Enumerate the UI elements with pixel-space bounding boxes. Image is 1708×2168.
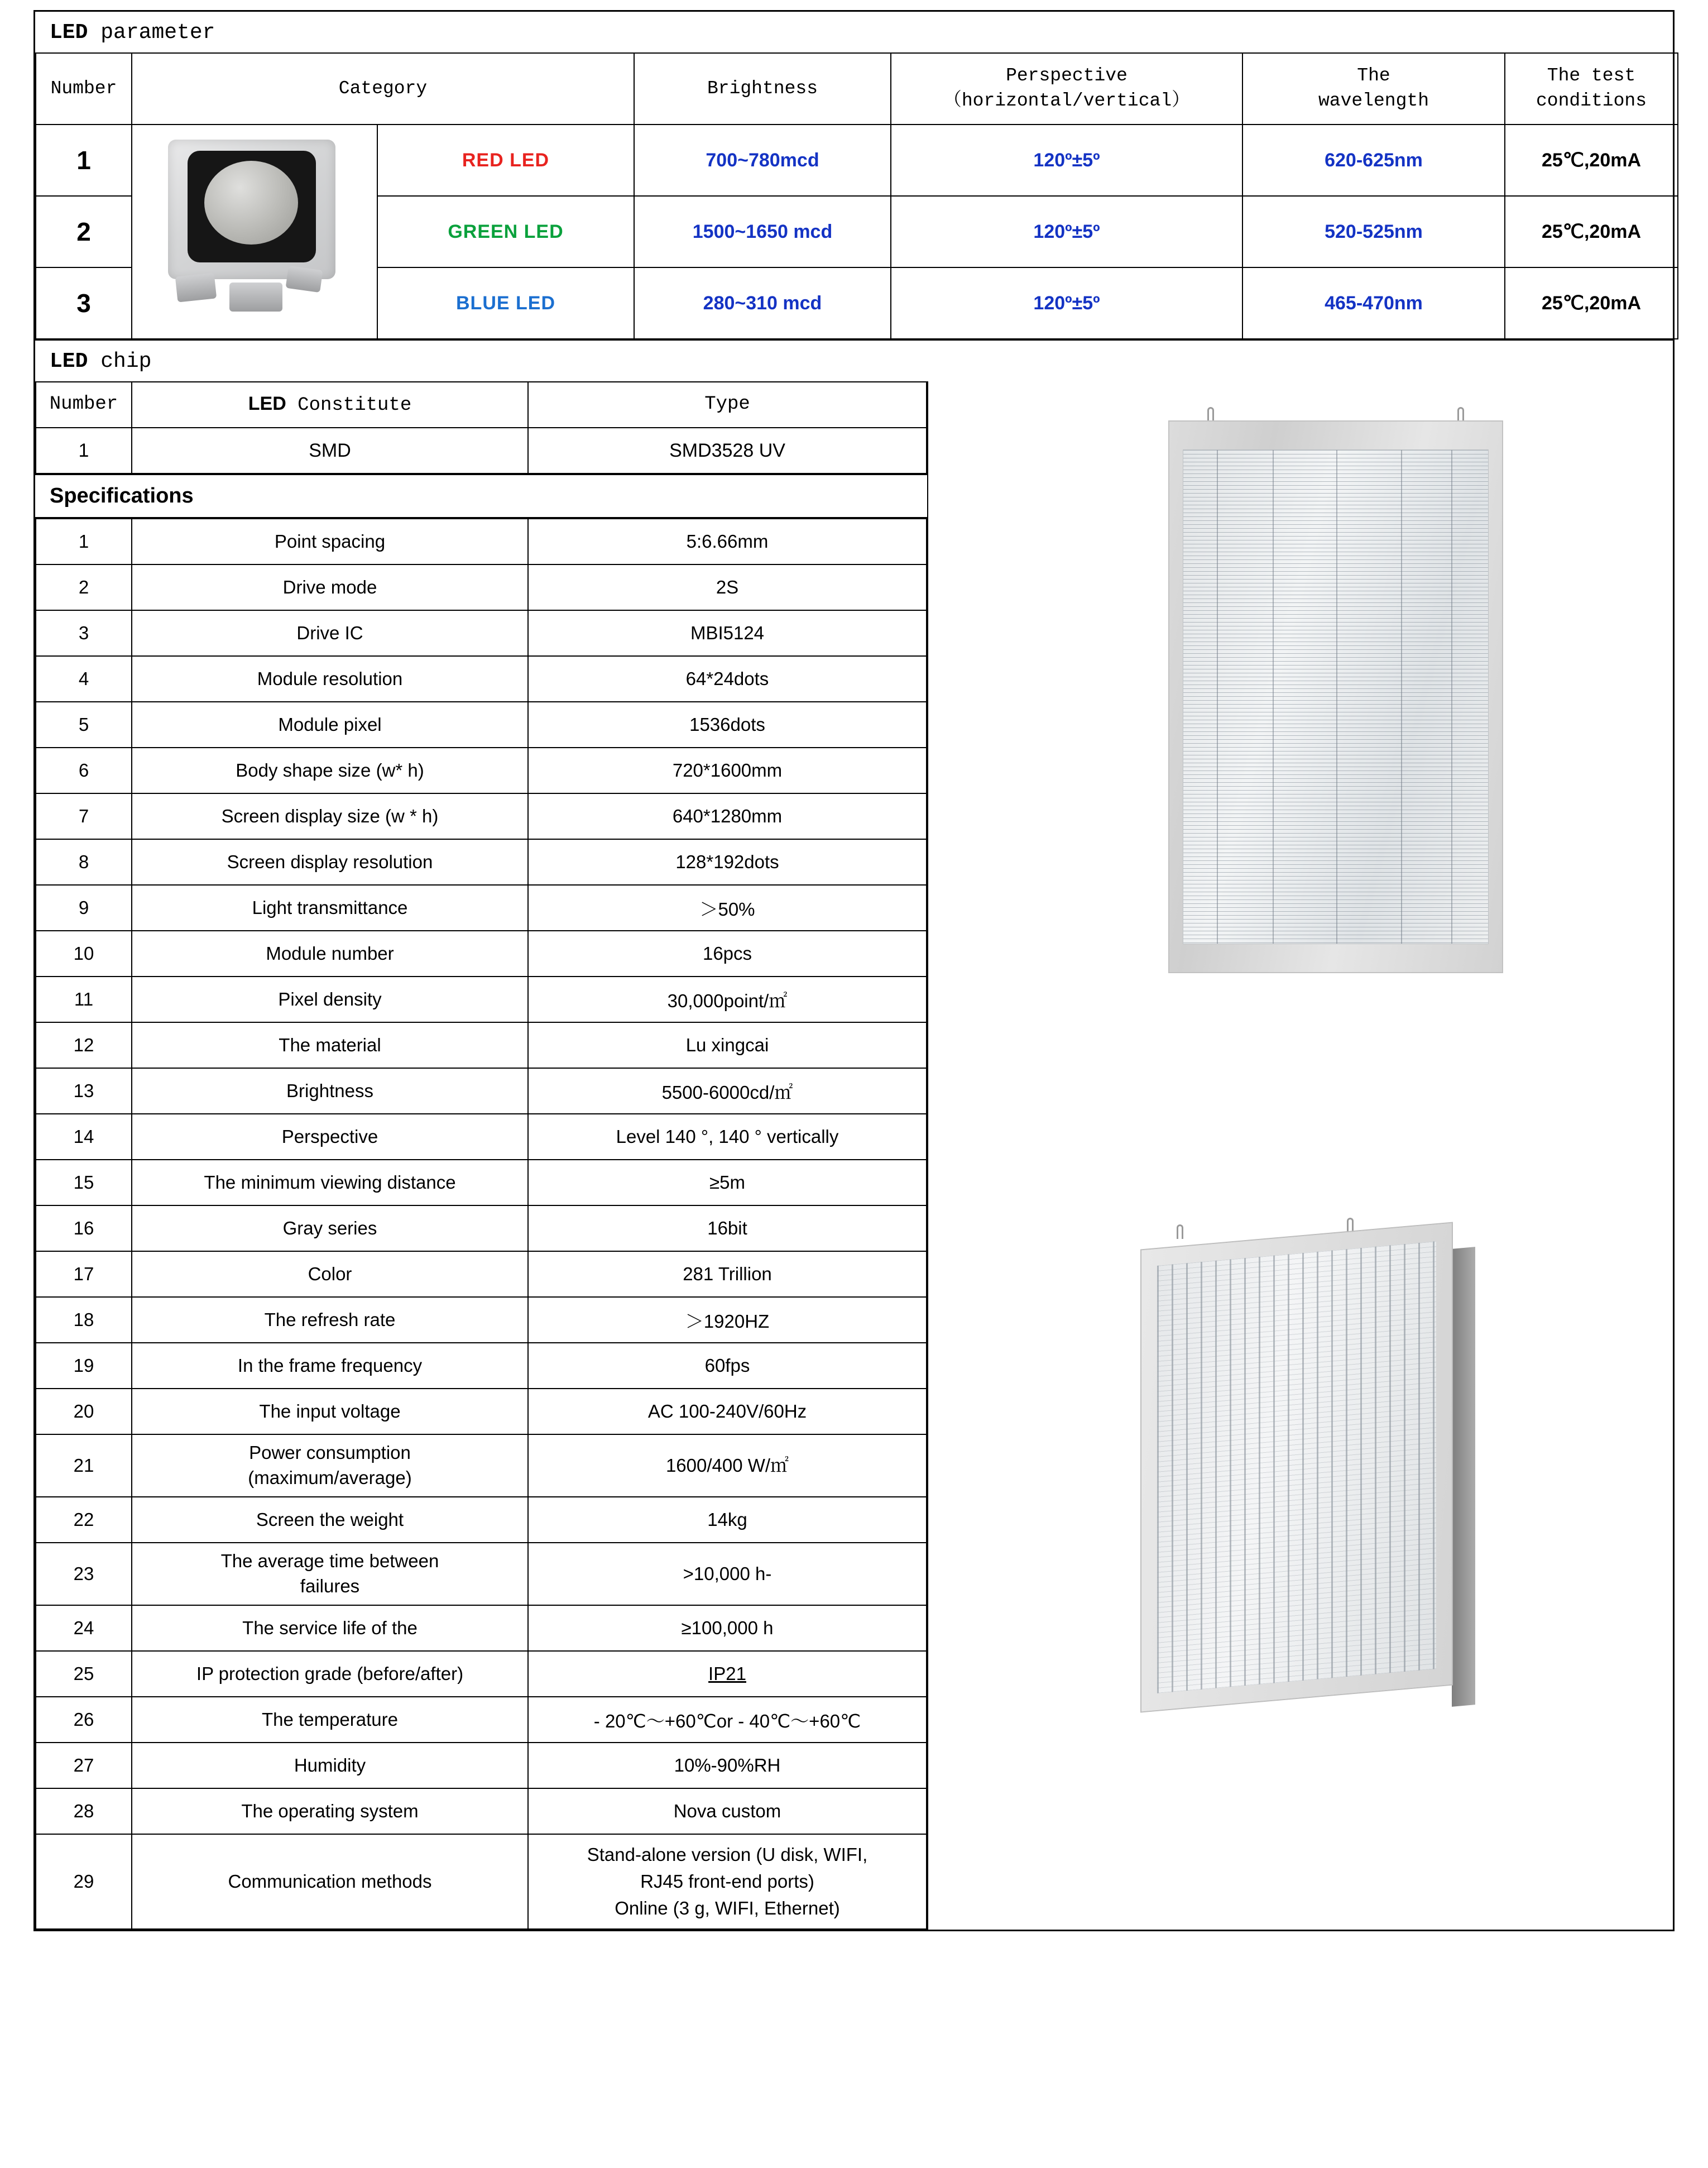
specifications-title-table bbox=[35, 474, 927, 518]
spec-row-item: Screen display size (w * h) bbox=[132, 793, 528, 839]
spec-row-item: IP protection grade (before/after) bbox=[132, 1651, 528, 1697]
spec-row-item: Brightness bbox=[132, 1068, 528, 1114]
chip-header-constitute bbox=[132, 382, 528, 428]
chip-row-type: SMD3528 UV bbox=[528, 428, 927, 473]
spec-row-value: 16bit bbox=[528, 1205, 927, 1251]
spec-row-item: Drive IC bbox=[132, 610, 528, 656]
spec-row-number: 11 bbox=[36, 977, 132, 1022]
spec-row-item: Power consumption (maximum/average) bbox=[132, 1434, 528, 1497]
spec-row-value: Level 140 °, 140 ° vertically bbox=[528, 1114, 927, 1160]
table-row bbox=[36, 519, 927, 564]
spec-row-value: ≥100,000 h bbox=[528, 1605, 927, 1651]
spec-row-value: 640*1280mm bbox=[528, 793, 927, 839]
table-row bbox=[36, 610, 927, 656]
spec-row-item: The refresh rate bbox=[132, 1297, 528, 1343]
spec-row-item: The average time between failures bbox=[132, 1543, 528, 1605]
header-perspective-line2: （horizontal/vertical） bbox=[943, 90, 1191, 111]
chip-header-constitute-rest: Constitute bbox=[286, 394, 412, 416]
spec-row-number: 18 bbox=[36, 1297, 132, 1343]
spec-row-number: 22 bbox=[36, 1497, 132, 1543]
spec-row-number: 12 bbox=[36, 1022, 132, 1068]
table-row bbox=[36, 1251, 927, 1297]
led-category-blue: BLUE LED bbox=[377, 267, 634, 339]
spec-row-number: 9 bbox=[36, 885, 132, 931]
led-chip-section-title bbox=[35, 339, 1673, 381]
led-parameter-table bbox=[35, 52, 1678, 339]
header-wavelength-line1: The bbox=[1357, 65, 1390, 87]
spec-row-item: The temperature bbox=[132, 1697, 528, 1743]
led-conditions-blue: 25℃,20mA bbox=[1505, 267, 1678, 339]
table-row bbox=[36, 564, 927, 610]
specifications-table bbox=[35, 518, 927, 1930]
table-row bbox=[36, 1497, 927, 1543]
spec-row-number: 13 bbox=[36, 1068, 132, 1114]
table-header-row bbox=[36, 53, 1678, 125]
spec-row-number: 6 bbox=[36, 748, 132, 793]
spec-row-number: 3 bbox=[36, 610, 132, 656]
chip-row-constitute: SMD bbox=[132, 428, 528, 473]
header-number: Number bbox=[36, 53, 132, 125]
led-chip-title-rest: chip bbox=[88, 350, 152, 374]
led-photo-cell bbox=[132, 125, 377, 339]
table-row bbox=[36, 1389, 927, 1434]
spec-row-item: Pixel density bbox=[132, 977, 528, 1022]
spec-row-value: 60fps bbox=[528, 1343, 927, 1389]
led-screen-angled-photo bbox=[1124, 1213, 1514, 1721]
table-row bbox=[36, 1434, 927, 1497]
spec-row-number: 20 bbox=[36, 1389, 132, 1434]
led-brightness-blue: 280~310 mcd bbox=[634, 267, 891, 339]
spec-row-number: 14 bbox=[36, 1114, 132, 1160]
spec-row-item: Drive mode bbox=[132, 564, 528, 610]
spec-row-number: 7 bbox=[36, 793, 132, 839]
spec-row-item: Light transmittance bbox=[132, 885, 528, 931]
spec-row-number: 25 bbox=[36, 1651, 132, 1697]
spec-row-item: Color bbox=[132, 1251, 528, 1297]
spec-row-number: 19 bbox=[36, 1343, 132, 1389]
header-perspective-line1: Perspective bbox=[1006, 65, 1128, 87]
spec-row-item: The service life of the bbox=[132, 1605, 528, 1651]
led-wavelength-green: 520-525nm bbox=[1242, 196, 1505, 267]
row-number: 3 bbox=[36, 267, 132, 339]
spec-row-value: - 20℃～+60℃or - 40℃～+60℃ bbox=[528, 1697, 927, 1743]
led-screen-front-photo bbox=[1168, 420, 1503, 973]
table-row bbox=[36, 1068, 927, 1114]
header-category: Category bbox=[132, 53, 634, 125]
lower-content bbox=[35, 381, 1673, 1930]
table-row bbox=[36, 656, 927, 702]
table-row bbox=[36, 1651, 927, 1697]
header-wavelength-line2: wavelength bbox=[1318, 90, 1429, 111]
spec-row-number: 27 bbox=[36, 1743, 132, 1788]
spec-row-number: 26 bbox=[36, 1697, 132, 1743]
spec-row-item: Module pixel bbox=[132, 702, 528, 748]
spec-row-item: Screen the weight bbox=[132, 1497, 528, 1543]
led-brightness-red: 700~780mcd bbox=[634, 125, 891, 196]
led-perspective-blue: 120º±5º bbox=[891, 267, 1242, 339]
spec-row-item: The input voltage bbox=[132, 1389, 528, 1434]
spec-row-value: 5500-6000cd/㎡ bbox=[528, 1068, 927, 1114]
spec-row-item: The material bbox=[132, 1022, 528, 1068]
header-test-conditions bbox=[1505, 53, 1678, 125]
spec-row-number: 28 bbox=[36, 1788, 132, 1834]
spec-row-number: 15 bbox=[36, 1160, 132, 1205]
product-images-column bbox=[928, 381, 1673, 1930]
table-header-row bbox=[36, 382, 927, 428]
spec-row-value: ≥5m bbox=[528, 1160, 927, 1205]
table-row bbox=[36, 977, 927, 1022]
spec-row-value: >10,000 h- bbox=[528, 1543, 927, 1605]
table-row bbox=[36, 1834, 927, 1929]
table-row bbox=[36, 1205, 927, 1251]
spec-row-number: 10 bbox=[36, 931, 132, 977]
led-parameter-title-bold: LED bbox=[50, 21, 88, 45]
spec-row-number: 8 bbox=[36, 839, 132, 885]
table-row bbox=[36, 931, 927, 977]
table-row bbox=[36, 839, 927, 885]
table-row bbox=[36, 793, 927, 839]
spec-row-value: Lu xingcai bbox=[528, 1022, 927, 1068]
spec-row-value: 720*1600mm bbox=[528, 748, 927, 793]
led-conditions-red: 25℃,20mA bbox=[1505, 125, 1678, 196]
table-row bbox=[36, 702, 927, 748]
spec-row-number: 1 bbox=[36, 519, 132, 564]
spec-row-value: 64*24dots bbox=[528, 656, 927, 702]
spec-row-value: ＞1920HZ bbox=[528, 1297, 927, 1343]
spec-row-value: 281 Trillion bbox=[528, 1251, 927, 1297]
specifications-title: Specifications bbox=[35, 475, 927, 518]
table-row bbox=[36, 1160, 927, 1205]
row-number: 2 bbox=[36, 196, 132, 267]
spec-row-value: MBI5124 bbox=[528, 610, 927, 656]
table-row bbox=[36, 1788, 927, 1834]
spec-row-item: The operating system bbox=[132, 1788, 528, 1834]
spec-row-item: Communication methods bbox=[132, 1834, 528, 1929]
chip-header-number: Number bbox=[36, 382, 132, 428]
spec-row-value: Nova custom bbox=[528, 1788, 927, 1834]
chip-header-type: Type bbox=[528, 382, 927, 428]
spec-row-item: Module number bbox=[132, 931, 528, 977]
spec-row-number: 21 bbox=[36, 1434, 132, 1497]
header-brightness: Brightness bbox=[634, 53, 891, 125]
chip-header-constitute-bold: LED bbox=[248, 393, 286, 414]
spec-row-number: 17 bbox=[36, 1251, 132, 1297]
spec-row-item: Perspective bbox=[132, 1114, 528, 1160]
spec-row-value: 16pcs bbox=[528, 931, 927, 977]
spec-row-number: 23 bbox=[36, 1543, 132, 1605]
table-row bbox=[36, 748, 927, 793]
spec-row-value: ＞50% bbox=[528, 885, 927, 931]
spec-row-item: Humidity bbox=[132, 1743, 528, 1788]
led-parameter-title-rest: parameter bbox=[88, 21, 215, 45]
spec-row-value: 1600/400 W/㎡ bbox=[528, 1434, 927, 1497]
header-wavelength bbox=[1242, 53, 1505, 125]
led-category-red: RED LED bbox=[377, 125, 634, 196]
header-test-line2: conditions bbox=[1536, 90, 1647, 111]
spec-row-value: IP21 bbox=[528, 1651, 927, 1697]
tables-column bbox=[35, 381, 928, 1930]
spec-row-value: 14kg bbox=[528, 1497, 927, 1543]
table-row bbox=[36, 428, 927, 473]
spec-row-value: 30,000point/㎡ bbox=[528, 977, 927, 1022]
led-wavelength-blue: 465-470nm bbox=[1242, 267, 1505, 339]
table-row bbox=[36, 1114, 927, 1160]
led-perspective-green: 120º±5º bbox=[891, 196, 1242, 267]
spec-row-value: 10%-90%RH bbox=[528, 1743, 927, 1788]
chip-row-number: 1 bbox=[36, 428, 132, 473]
spec-row-number: 24 bbox=[36, 1605, 132, 1651]
spec-row-value: 5:6.66mm bbox=[528, 519, 927, 564]
table-row bbox=[36, 1697, 927, 1743]
table-row bbox=[36, 885, 927, 931]
spec-row-item: The minimum viewing distance bbox=[132, 1160, 528, 1205]
spec-row-item: Body shape size (w* h) bbox=[132, 748, 528, 793]
table-row bbox=[36, 1543, 927, 1605]
table-row bbox=[36, 1022, 927, 1068]
datasheet-page bbox=[33, 10, 1675, 1931]
header-perspective bbox=[891, 53, 1242, 125]
spec-row-number: 29 bbox=[36, 1834, 132, 1929]
spec-row-value: AC 100-240V/60Hz bbox=[528, 1389, 927, 1434]
led-category-green: GREEN LED bbox=[377, 196, 634, 267]
spec-row-item: Screen display resolution bbox=[132, 839, 528, 885]
spec-row-number: 5 bbox=[36, 702, 132, 748]
spec-row-item: In the frame frequency bbox=[132, 1343, 528, 1389]
led-perspective-red: 120º±5º bbox=[891, 125, 1242, 196]
led-wavelength-red: 620-625nm bbox=[1242, 125, 1505, 196]
header-test-line1: The test bbox=[1547, 65, 1636, 87]
spec-row-value: 1536dots bbox=[528, 702, 927, 748]
spec-row-number: 2 bbox=[36, 564, 132, 610]
led-brightness-green: 1500~1650 mcd bbox=[634, 196, 891, 267]
spec-row-item: Module resolution bbox=[132, 656, 528, 702]
table-row bbox=[36, 1605, 927, 1651]
spec-row-item: Point spacing bbox=[132, 519, 528, 564]
spec-row-value: Stand-alone version (U disk, WIFI, RJ45 front-end ports) Online (3 g, WIFI, Ethernet) bbox=[528, 1834, 927, 1929]
led-chip-table bbox=[35, 381, 927, 474]
led-parameter-section-title bbox=[35, 12, 1673, 52]
spec-row-number: 4 bbox=[36, 656, 132, 702]
row-number: 1 bbox=[36, 125, 132, 196]
led-chip-title-bold: LED bbox=[50, 350, 88, 374]
smd-led-photo bbox=[137, 128, 372, 335]
spec-row-item: Gray series bbox=[132, 1205, 528, 1251]
led-conditions-green: 25℃,20mA bbox=[1505, 196, 1678, 267]
table-row bbox=[36, 1297, 927, 1343]
spec-row-number: 16 bbox=[36, 1205, 132, 1251]
table-row bbox=[36, 1343, 927, 1389]
table-row bbox=[36, 125, 1678, 196]
table-row bbox=[36, 1743, 927, 1788]
spec-row-value: 2S bbox=[528, 564, 927, 610]
spec-row-value: 128*192dots bbox=[528, 839, 927, 885]
